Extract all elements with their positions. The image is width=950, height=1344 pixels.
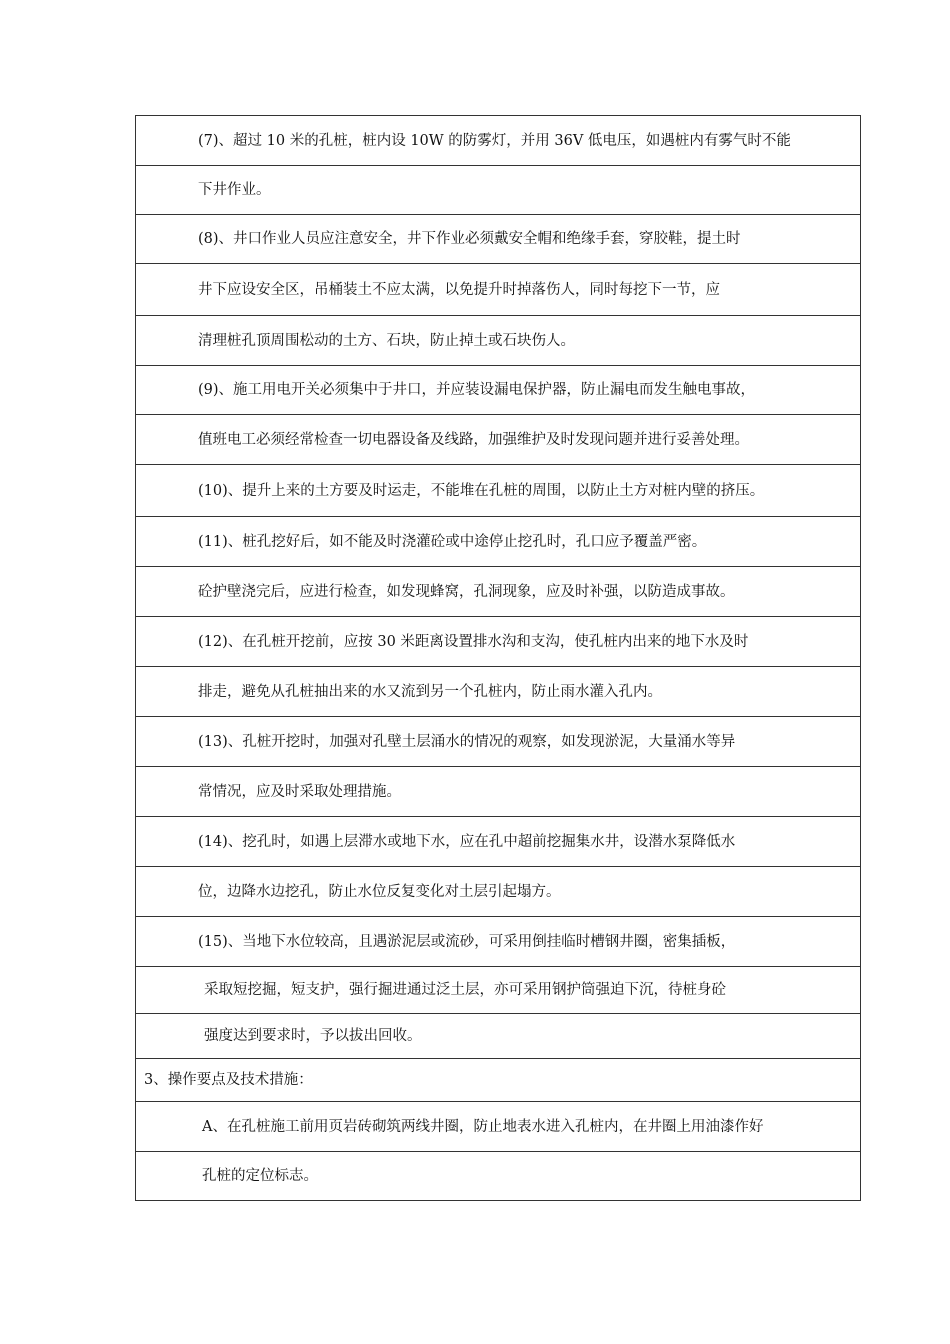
row-text: 清理桩孔顶周围松动的土方、石块，防止掉土或石块伤人。 — [198, 332, 575, 349]
table-row — [136, 866, 860, 916]
table-row — [136, 816, 860, 866]
table-row — [136, 716, 860, 766]
row-text: (10)、提升上来的土方要及时运走，不能堆在孔桩的周围，以防止土方对桩内壁的挤压。 — [198, 482, 765, 499]
table-row — [136, 1013, 860, 1058]
row-text: 孔桩的定位标志。 — [202, 1167, 318, 1184]
row-text: 采取短挖掘，短支护，强行掘进通过泛土层，亦可采用钢护筒强迫下沉，待桩身砼 — [204, 981, 726, 998]
row-text: (12)、在孔桩开挖前，应按 30 米距离设置排水沟和支沟，使孔桩内出来的地下水及时 — [198, 633, 749, 650]
row-text: 井下应设安全区，吊桶装土不应太满，以免提升时掉落伤人，同时每挖下一节，应 — [198, 281, 720, 298]
row-text: 值班电工必须经常检查一切电器设备及线路，加强维护及时发现问题并进行妥善处理。 — [198, 431, 749, 448]
row-text: 排走，避免从孔桩抽出来的水又流到另一个孔桩内，防止雨水灌入孔内。 — [198, 683, 662, 700]
table-row — [136, 916, 860, 966]
row-text: (8)、井口作业人员应注意安全，井下作业必须戴安全帽和绝缘手套，穿胶鞋，提土时 — [198, 230, 741, 247]
table-row — [136, 365, 860, 414]
row-text: 强度达到要求时，予以拔出回收。 — [204, 1027, 422, 1044]
table-row — [136, 1058, 860, 1101]
table-row — [136, 1151, 860, 1200]
row-text: (11)、桩孔挖好后，如不能及时浇灌砼或中途停止挖孔时，孔口应予覆盖严密。 — [198, 533, 707, 550]
table-row — [136, 263, 860, 315]
row-text: 常情况，应及时采取处理措施。 — [198, 783, 401, 800]
table-row — [136, 414, 860, 464]
table-row — [136, 966, 860, 1013]
row-text: 砼护壁浇完后，应进行检查，如发现蜂窝，孔洞现象，应及时补强，以防造成事故。 — [198, 583, 735, 600]
row-text: 3、操作要点及技术措施： — [144, 1071, 313, 1088]
row-text: 位，边降水边挖孔，防止水位反复变化对土层引起塌方。 — [198, 883, 561, 900]
table-row — [136, 566, 860, 616]
row-text: (13)、孔桩开挖时，加强对孔壁土层涌水的情况的观察，如发现淤泥，大量涌水等异 — [198, 733, 736, 750]
row-text: (14)、挖孔时，如遇上层滞水或地下水，应在孔中超前挖掘集水井，设潜水泵降低水 — [198, 833, 736, 850]
table-row — [136, 766, 860, 816]
row-text: (7)、超过 10 米的孔桩，桩内设 10W 的防雾灯，并用 36V 低电压，如遇桩内有雾气时不能 — [198, 132, 791, 149]
document-table — [135, 115, 861, 1201]
table-row — [136, 116, 860, 165]
table-row — [136, 315, 860, 365]
table-row — [136, 666, 860, 716]
row-text: (15)、当地下水位较高，且遇淤泥层或流砂，可采用倒挂临时槽钢井圈，密集插板， — [198, 933, 736, 950]
row-text: 下井作业。 — [198, 181, 271, 198]
row-text: (9)、施工用电开关必须集中于井口，并应装设漏电保护器，防止漏电而发生触电事故， — [198, 381, 756, 398]
table-row — [136, 616, 860, 666]
table-row — [136, 516, 860, 566]
table-row — [136, 214, 860, 263]
table-row — [136, 1101, 860, 1151]
table-row — [136, 464, 860, 516]
row-text: A、在孔桩施工前用页岩砖砌筑两线井圈，防止地表水进入孔桩内，在井圈上用油漆作好 — [202, 1118, 764, 1135]
table-row — [136, 165, 860, 214]
